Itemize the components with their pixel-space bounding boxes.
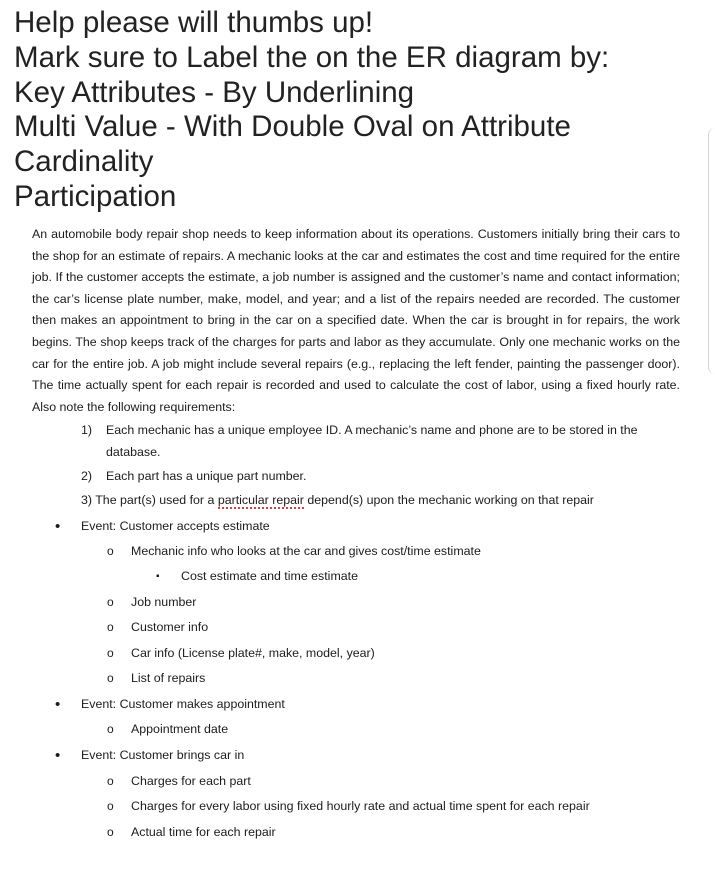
- requirement-3: [32, 490, 680, 512]
- requirement-number: 2): [81, 468, 93, 483]
- event-detail-text: Actual time for each repair: [131, 824, 276, 839]
- event-detail: [32, 643, 680, 665]
- requirement-3-suffix: depend(s) upon the mechanic working on that repair: [303, 493, 594, 508]
- event-detail: [32, 617, 680, 639]
- document-image: [32, 224, 680, 843]
- heading-line-5: Cardinality: [14, 145, 154, 179]
- circle-bullet-icon: o: [107, 645, 114, 660]
- event-detail: [32, 771, 680, 793]
- heading-line-3: Key Attributes - By Underlining: [14, 75, 415, 109]
- event-detail: [32, 719, 680, 741]
- event-detail-text: Appointment date: [131, 722, 229, 737]
- event-detail-text: List of repairs: [131, 671, 206, 686]
- circle-bullet-icon: o: [107, 620, 114, 635]
- requirement-2: [32, 466, 680, 488]
- circle-bullet-icon: o: [107, 824, 114, 839]
- event-title: Event: Customer makes appointment: [81, 696, 285, 711]
- bullet-icon: •: [55, 747, 61, 765]
- event-item: [32, 516, 680, 538]
- event-detail: [32, 668, 680, 690]
- event-detail: [32, 592, 680, 614]
- circle-bullet-icon: o: [107, 799, 114, 814]
- event-detail-text: Job number: [131, 594, 197, 609]
- requirement-text: Each mechanic has a unique employee ID. A mechanic’s name and phone are to be stored in the database.: [106, 423, 638, 459]
- problem-paragraph: An automobile body repair shop needs to keep information about its operations. Customers initially bring their cars to the shop for an estimate of repairs. A mechanic looks at the car and estimates the cost and time required for the entire job. If the customer accepts the estimate, a job number is assigned and the customer’s name and contact information; the car’s license plate number, make, model, and year; and a list of the repairs needed are recorded. The customer then makes an appointment to bring in the car on a specified date. When the car is brought in for repairs, the work begins. The shop keeps track of the charges for parts and labor as they accumulate. Only one mechanic works on the car for the entire job. A job might include several repairs (e.g., replacing the left fender, painting the passenger door). The time actually spent for each repair is recorded and used to calculate the cost of labor, using a fixed hourly rate. Also note the following requirements:: [32, 227, 680, 414]
- event-title: Event: Customer brings car in: [81, 748, 245, 763]
- circle-bullet-icon: o: [107, 773, 114, 788]
- scrollbar[interactable]: [708, 128, 715, 374]
- event-subdetail-text: Cost estimate and time estimate: [181, 568, 358, 583]
- event-detail-text: Charges for every labor using fixed hourly rate and actual time spent for each repair: [131, 799, 590, 814]
- event-detail-text: Car info (License plate#, make, model, year): [131, 645, 375, 660]
- event-detail: [32, 796, 680, 818]
- event-item: [32, 694, 680, 716]
- bullet-icon: •: [55, 695, 61, 713]
- question-heading: [14, 6, 609, 215]
- event-detail: [32, 541, 680, 563]
- spellcheck-underline: particular repair: [217, 493, 304, 508]
- event-item: [32, 745, 680, 767]
- circle-bullet-icon: o: [107, 594, 114, 609]
- event-detail: [32, 822, 680, 844]
- heading-line-1: Help please will thumbs up!: [14, 6, 374, 39]
- circle-bullet-icon: o: [107, 671, 114, 686]
- bullet-icon: •: [55, 517, 61, 535]
- heading-line-4: Multi Value - With Double Oval on Attribute: [14, 110, 571, 144]
- heading-line-6: Participation: [14, 179, 177, 213]
- requirement-1: [32, 420, 680, 463]
- circle-bullet-icon: o: [107, 722, 114, 737]
- circle-bullet-icon: o: [107, 544, 114, 559]
- event-detail-text: Charges for each part: [131, 773, 251, 788]
- square-bullet-icon: ▪: [156, 570, 160, 582]
- event-detail-text: Customer info: [131, 620, 209, 635]
- requirement-text: Each part has a unique part number.: [106, 468, 307, 483]
- event-title: Event: Customer accepts estimate: [81, 518, 270, 533]
- event-detail-text: Mechanic info who looks at the car and gives cost/time estimate: [131, 544, 481, 559]
- requirement-3-prefix: 3) The part(s) used for a: [81, 493, 218, 508]
- event-subdetail: [32, 566, 680, 588]
- requirement-number: 1): [81, 423, 93, 438]
- heading-line-2: Mark sure to Label the on the ER diagram by:: [14, 40, 610, 74]
